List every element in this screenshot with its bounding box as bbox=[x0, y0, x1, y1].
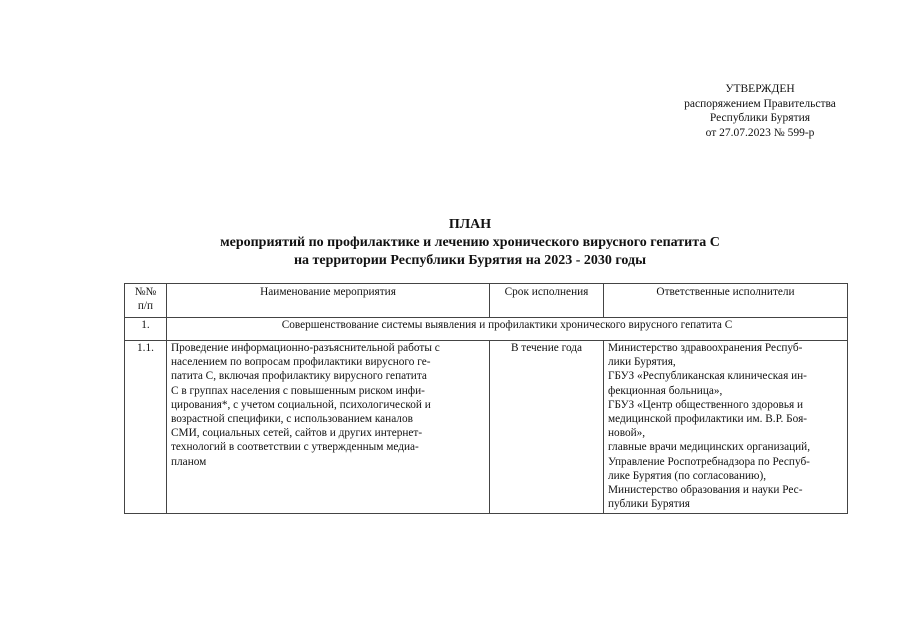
title-line: на территории Республики Бурятия на 2023 - 2030 годы bbox=[293, 253, 647, 268]
section-title: Совершенствование системы выявления и профилактики хронического вирусного гепатита С bbox=[167, 318, 848, 341]
approval-line: УТВЕРЖДЕН bbox=[725, 83, 795, 95]
row-responsible-line: Министерство здравоохранения Респуб- bbox=[608, 342, 803, 354]
row-responsible bbox=[604, 341, 848, 514]
header-num bbox=[125, 284, 167, 318]
document-title bbox=[120, 216, 820, 270]
row-name-line: патита С, включая профилактику вирусного гепатита bbox=[171, 370, 427, 383]
header-num-line: п/п bbox=[137, 300, 154, 313]
row-name-line: возрастной специфики, с использованием каналов bbox=[171, 413, 413, 426]
row-name-line: Проведение информационно-разъяснительной работы с bbox=[171, 342, 440, 354]
row-name-line: цирования*, с учетом социальной, психологической и bbox=[171, 398, 431, 411]
row-name-line: населением по вопросам профилактики вирусного ге- bbox=[171, 356, 431, 369]
title-line: ПЛАН bbox=[448, 217, 492, 232]
table-header-row bbox=[125, 284, 848, 318]
approval-line: от 27.07.2023 № 599-р bbox=[705, 126, 815, 139]
row-responsible-line: ГБУЗ «Республиканская клиническая ин- bbox=[608, 370, 807, 383]
row-name bbox=[167, 341, 490, 514]
row-responsible-line: Министерство образования и науки Рес- bbox=[608, 484, 803, 497]
row-responsible-line: фекционная больница», bbox=[608, 384, 723, 397]
section-number: 1. bbox=[125, 318, 167, 341]
row-deadline: В течение года bbox=[490, 341, 604, 514]
header-num-line: №№ bbox=[134, 286, 157, 298]
table-row bbox=[125, 341, 848, 514]
row-name-line: планом bbox=[171, 455, 207, 468]
row-responsible-line: лике Бурятия (по согласованию), bbox=[608, 469, 767, 482]
row-responsible-line: новой», bbox=[608, 427, 646, 440]
row-responsible-line: публики Бурятия bbox=[608, 498, 690, 511]
row-name-line: С в группах населения с повышенным риском инфи- bbox=[171, 384, 425, 397]
approval-line: распоряжением Правительства bbox=[684, 97, 836, 110]
row-responsible-line: Управление Роспотребнадзора по Респуб- bbox=[608, 455, 810, 468]
approval-stamp bbox=[640, 82, 880, 140]
title-line: мероприятий по профилактике и лечению хронического вирусного гепатита С bbox=[220, 235, 720, 250]
header-deadline: Срок исполнения bbox=[490, 284, 604, 318]
row-number: 1.1. bbox=[125, 341, 167, 514]
header-name: Наименование мероприятия bbox=[167, 284, 490, 318]
row-responsible-line: лики Бурятия, bbox=[608, 356, 676, 369]
approval-line: Республики Бурятия bbox=[709, 112, 811, 124]
row-name-line: СМИ, социальных сетей, сайтов и других интернет- bbox=[171, 427, 423, 440]
header-responsible: Ответственные исполнители bbox=[604, 284, 848, 318]
section-row bbox=[125, 318, 848, 341]
plan-table bbox=[124, 283, 848, 514]
row-responsible-line: медицинской профилактики им. В.Р. Боя- bbox=[608, 413, 808, 426]
row-name-line: технологий в соответствии с утвержденным медиа- bbox=[171, 441, 419, 454]
row-responsible-line: главные врачи медицинских организаций, bbox=[608, 441, 811, 454]
row-responsible-line: ГБУЗ «Центр общественного здоровья и bbox=[608, 398, 804, 411]
